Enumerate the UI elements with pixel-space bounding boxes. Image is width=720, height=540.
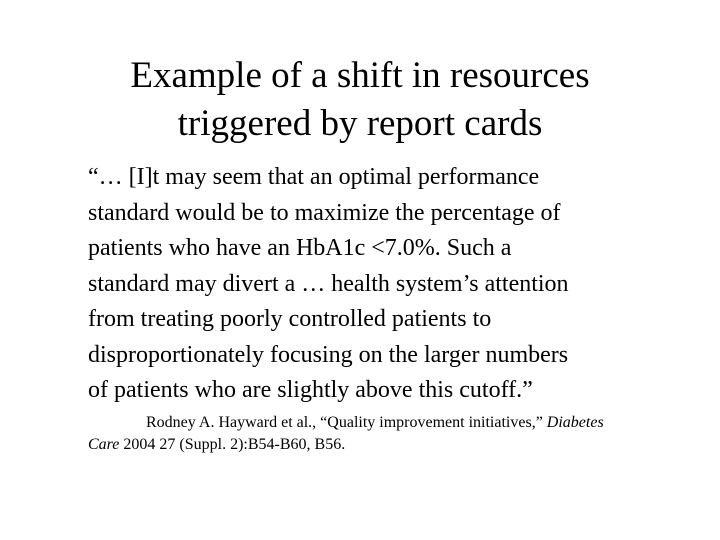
quote-line: of patients who are slightly above this cutoff.” [88,377,533,403]
citation-details: 2004 27 (Suppl. 2):B54-B60, B56. [123,436,346,453]
slide-title [40,52,680,148]
citation-line-1 [88,412,688,434]
title-line-1: Example of a shift in resources [130,55,590,96]
quote-line: standard would be to maximize the percentage of [88,199,561,226]
citation-authors-title: Rodney A. Hayward et al., “Quality improvement initiatives,” [146,414,543,431]
quote-line: disproportionately focusing on the larger numbers [88,341,569,368]
title-line-2: triggered by report cards [177,103,543,144]
quote-line: standard may divert a … health system’s attention [88,270,569,297]
citation-line-2 [88,434,688,456]
quote-line: from treating poorly controlled patients to [88,306,492,332]
citation-journal-part2: Care [88,436,120,453]
quote-block [88,160,688,409]
citation-journal-part1: Diabetes [546,414,604,431]
quote-line: patients who have an HbA1c <7.0%. Such a [88,235,512,261]
citation [88,412,688,456]
quote-line: “… [I]t may seem that an optimal performance [88,164,540,190]
